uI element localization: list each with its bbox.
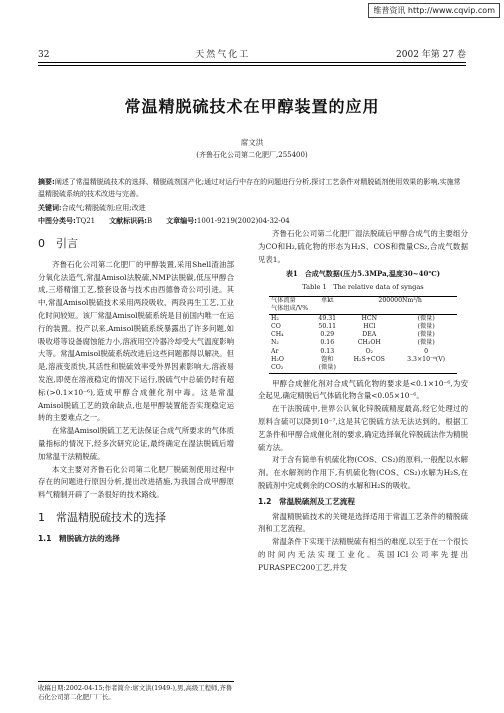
table-cell: O₂ <box>365 347 374 355</box>
issue-info: 2002 年第 27 卷 <box>396 50 466 60</box>
table-cell: (微量) <box>417 322 435 330</box>
table-cell: Ar <box>271 347 279 355</box>
table-cell <box>395 364 457 373</box>
abstract <box>38 176 466 200</box>
table-cell: (微量) <box>311 364 343 373</box>
footnote: 收稿日期:2002-04-15;作者简介:席文洪(1949-),男,高级工程师,齐鲁石化公司第二化肥厂厂长。 <box>38 681 234 702</box>
table-row <box>269 348 457 356</box>
header-rule <box>38 62 466 63</box>
intro-paragraph-2: 在常温Amisol脱硫工艺无法保证合成气所要求的气体质量指标的情况下,经多次研究论证,最终确定在湿法脱硫后增加常温干法精脱硫。 <box>38 426 234 461</box>
table-cell: DEA <box>362 331 377 339</box>
keywords-label: 关键词: <box>38 203 62 212</box>
table-cell: H₂ <box>271 314 279 322</box>
clc-number: 中图分类号:TQ21 <box>38 217 96 225</box>
section-heading-intro: 0 引言 <box>38 237 78 250</box>
table-cell: CO₂ <box>269 364 311 373</box>
article-number: 文章编号:1001-9219(2002)04-32-04 <box>166 217 290 225</box>
table-header-cell: 200000Nm³/h <box>343 296 457 305</box>
watermark: 维普资讯 http://www.cqvip.com <box>368 3 500 18</box>
right-paragraph-2: 甲醇合成催化剂对合成气硫化物的要求是<0.1×10⁻⁶,为安全起见,确定精脱后气体硫化物含量<0.05×10⁻⁶。 <box>258 378 468 401</box>
intro-paragraph-1: 齐鲁石化公司第二化肥厂的甲醇装置,采用Shell渣油部分氧化法造气,常温Amisol法脱硫,NMP法脱碳,低压甲醇合成,三塔精馏工艺,整套设备与技术由西德鲁奇公司引进。其中,常温Amisol脱硫技术采用两段吸收、两段再生工艺,工业化时间较短。该厂常温Amisol脱硫系统是目前国内唯一在运行的装置。投产以来,Amisol脱硫系统暴露出了许多问题,如吸收塔等设备腐蚀能力小,溶液用空冷器冷却受大气温度影响大等。常温Amisol脱硫系统改进后这些问题都得以解决。但是,溶液变质快,其活性和脱硫效率受外界因素影响大,溶液易发泡,即使在溶液稳定的情况下运行,脱硫气中总硫仍时有超标(>0.1×10⁻⁶),造成甲醇合成催化剂中毒。这是常温Amisol脱硫工艺的致命缺点,也是甲醇装置能否实现稳定运转的主要难点之一。 <box>38 259 234 423</box>
syngas-table <box>269 296 457 374</box>
table-row <box>269 364 457 373</box>
keywords-text: 合成气;精脱硫剂;应用;改进 <box>61 204 146 212</box>
table-cell: 0.29 <box>320 331 335 339</box>
table-subheader: 气体组成/V% <box>269 305 457 314</box>
table-cell: HCl <box>363 322 376 330</box>
right-column <box>258 228 468 575</box>
table-row <box>269 339 457 347</box>
abstract-label: 摘要: <box>38 178 55 186</box>
table-cell: 0.13 <box>320 347 335 355</box>
table-header-cell: 单kt <box>311 296 343 305</box>
right-paragraph-4: 对于含有简单有机硫化物(COS、CS₂)的原料,一般配以水解剂。在水解剂的作用下,有机硫化物(COS、CS₂)水解为H₂S,在脱硫剂中完成剩余的COS的水解和H₂S的吸收。 <box>258 455 468 491</box>
running-header <box>38 46 466 60</box>
document-code: 文献标识码:B <box>109 217 153 225</box>
subsection-heading-1-1: 1.1 精脱硫方法的选择 <box>38 533 120 543</box>
right-paragraph-1: 齐鲁石化公司第二化肥厂湿法脱硫后甲醇合成气的主要组分为CO和H₂,硫化物的形态为H₂S、COS和微量CS₂,合成气数据见表1。 <box>258 229 468 264</box>
table-cell: HCN <box>361 314 378 322</box>
table-cell: H₂O <box>271 356 284 364</box>
table-header-cell: 气体流量 <box>269 296 311 305</box>
left-column <box>38 228 234 548</box>
table-cell: N₂ <box>271 339 279 347</box>
header-rule-thin <box>38 65 466 66</box>
affiliation: (齐鲁石化公司第二化肥厂,255400) <box>196 151 308 159</box>
table-cell: CH₄ <box>271 331 284 339</box>
classification-row <box>38 216 466 226</box>
table-cell: 饱和 <box>321 356 334 364</box>
table-row <box>269 356 457 364</box>
table-cell: 50.11 <box>318 322 337 330</box>
keywords <box>38 203 146 213</box>
table-row <box>269 323 457 331</box>
table-cell: H₂S+COS <box>353 356 385 364</box>
table-cell: CO <box>271 322 281 330</box>
table-cell: 0 <box>424 347 429 355</box>
section-heading-1: 1 常温精脱硫技术的选择 <box>38 510 166 524</box>
page-number: 32 <box>38 50 50 60</box>
table-row <box>269 314 457 323</box>
author: 席文洪 <box>240 138 264 147</box>
journal-name: 天然气化工 <box>195 50 251 60</box>
table-cell: CH₃OH <box>357 339 381 347</box>
table-cell: 0.16 <box>320 339 335 347</box>
intro-paragraph-3: 本文主要对齐鲁石化公司第二化肥厂脱硫剂使用过程中存在的问题进行原因分析,提出改进措施,为我国合成甲醇原料气精制开辟了一条很好的技术路线。 <box>38 464 234 500</box>
table-cell: 3.3×10⁻⁶(V) <box>407 356 446 364</box>
right-paragraph-6: 常温条件下实现干法精脱硫有相当的难度,以至于在一个很长的时间内无法实现工业化。英国ICI公司率先提出PURASPEC200工艺,并发 <box>258 537 468 572</box>
abstract-text: 阐述了常温精脱硫技术的选择、精脱硫剂国产化;通过对运行中存在的问题进行分析,探讨工艺条件对精脱硫剂使用效果的影响,实施常温精脱硫系统的技术改进与完善。 <box>38 178 461 198</box>
table-title-en: Table 1 The relative data of syngas <box>302 283 424 292</box>
right-paragraph-5: 常温精脱硫技术的关键是选择适用于常温工艺条件的精脱硫剂和工艺流程。 <box>258 511 468 534</box>
right-paragraph-3: 在干法脱硫中,世界公认氧化锌脱硫精度最高,经它处理过的原料含硫可以降到10⁻⁷,这是其它脱硫方法无法达到的。根据工艺条件和甲醇合成催化剂的要求,确定选择氧化锌脱硫法作为精脱硫方法。 <box>258 404 468 452</box>
table-title: 表1 合成气数据(压力5.3MPa,温度30~40℃) <box>285 269 441 279</box>
table-cell: (微量) <box>417 314 435 322</box>
table-cell: (微量) <box>417 331 435 339</box>
paper-title: 常温精脱硫技术在甲醇装置的应用 <box>124 97 380 116</box>
table-cell: 49.31 <box>318 314 337 322</box>
table-cell <box>343 364 395 373</box>
subsection-heading-1-2: 1.2 常温脱硫剂及工艺流程 <box>258 496 355 506</box>
table-cell: (微量) <box>417 339 435 347</box>
